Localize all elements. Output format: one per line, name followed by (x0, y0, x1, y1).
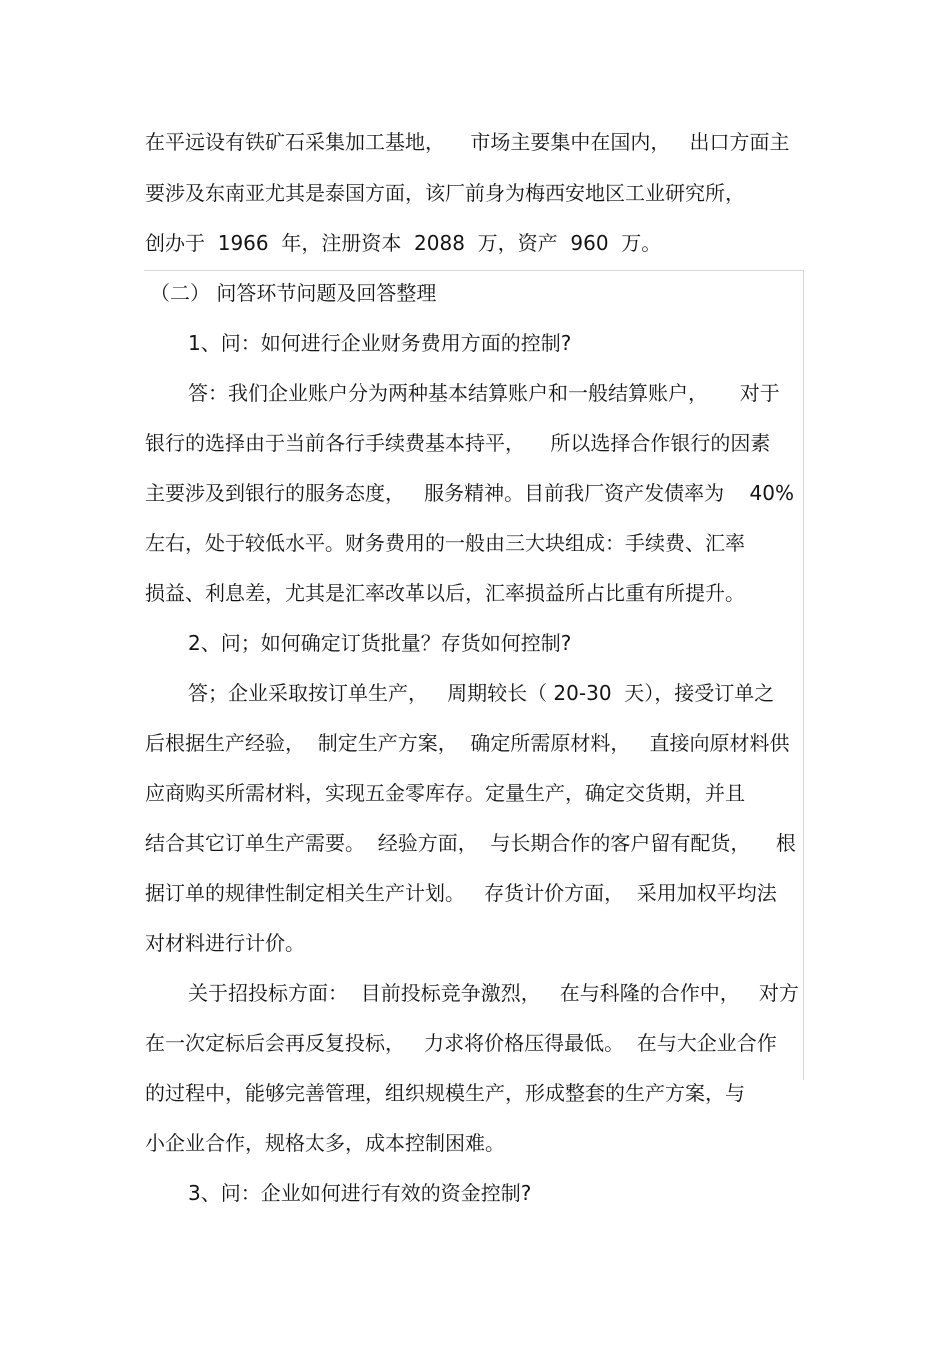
text-line: 的过程中，能够完善管理，组织规模生产，形成整套的生产方案，与 (145, 1081, 745, 1105)
text-line: 小企业合作，规格太多，成本控制困难。 (145, 1131, 505, 1155)
text-line: 结合其它订单生产需要。 经验方面， 与长期合作的客户留有配货， 根 (145, 831, 796, 855)
text-line: 要涉及东南亚尤其是泰国方面，该厂前身为梅西安地区工业研究所， (145, 181, 745, 205)
text-line: 在平远设有铁矿石采集加工基地， 市场主要集中在国内， 出口方面主 (145, 130, 790, 154)
text-line: 据订单的规律性制定相关生产计划。 存货计价方面， 采用加权平均法 (145, 881, 777, 905)
text-line: 银行的选择由于当前各行手续费基本持平， 所以选择合作银行的因素 (145, 431, 771, 455)
question-line: 3、问：企业如何进行有效的资金控制? (188, 1181, 532, 1205)
text-line: 损益、利息差，尤其是汇率改革以后，汇率损益所占比重有所提升。 (145, 581, 745, 605)
text-line: 后根据生产经验， 制定生产方案， 确定所需原材料， 直接向原材料供 (145, 731, 790, 755)
section-heading: （二） 问答环节问题及回答整理 (150, 281, 437, 305)
text-line: 创办于 1966 年，注册资本 2088 万，资产 960 万。 (145, 231, 662, 255)
text-line: 关于招投标方面： 目前投标竞争激烈， 在与科隆的合作中， 对方 (188, 981, 799, 1005)
text-line: 左右，处于较低水平。财务费用的一般由三大块组成：手续费、汇率 (145, 531, 745, 555)
text-line: 答；企业采取按订单生产， 周期较长（ 20-30 天），接受订单之 (188, 681, 775, 705)
text-line: 应商购买所需材料，实现五金零库存。定量生产，确定交货期，并且 (145, 781, 745, 805)
text-line: 对材料进行计价。 (145, 931, 305, 955)
text-line: 在一次定标后会再反复投标， 力求将价格压得最低。 在与大企业合作 (145, 1031, 777, 1055)
question-line: 2、问；如何确定订货批量？存货如何控制? (188, 631, 572, 655)
text-line: 主要涉及到银行的服务态度， 服务精神。目前我厂资产发债率为 40% (145, 481, 794, 505)
question-line: 1、问：如何进行企业财务费用方面的控制? (188, 331, 572, 355)
text-line: 答：我们企业账户分为两种基本结算账户和一般结算账户， 对于 (188, 381, 780, 405)
